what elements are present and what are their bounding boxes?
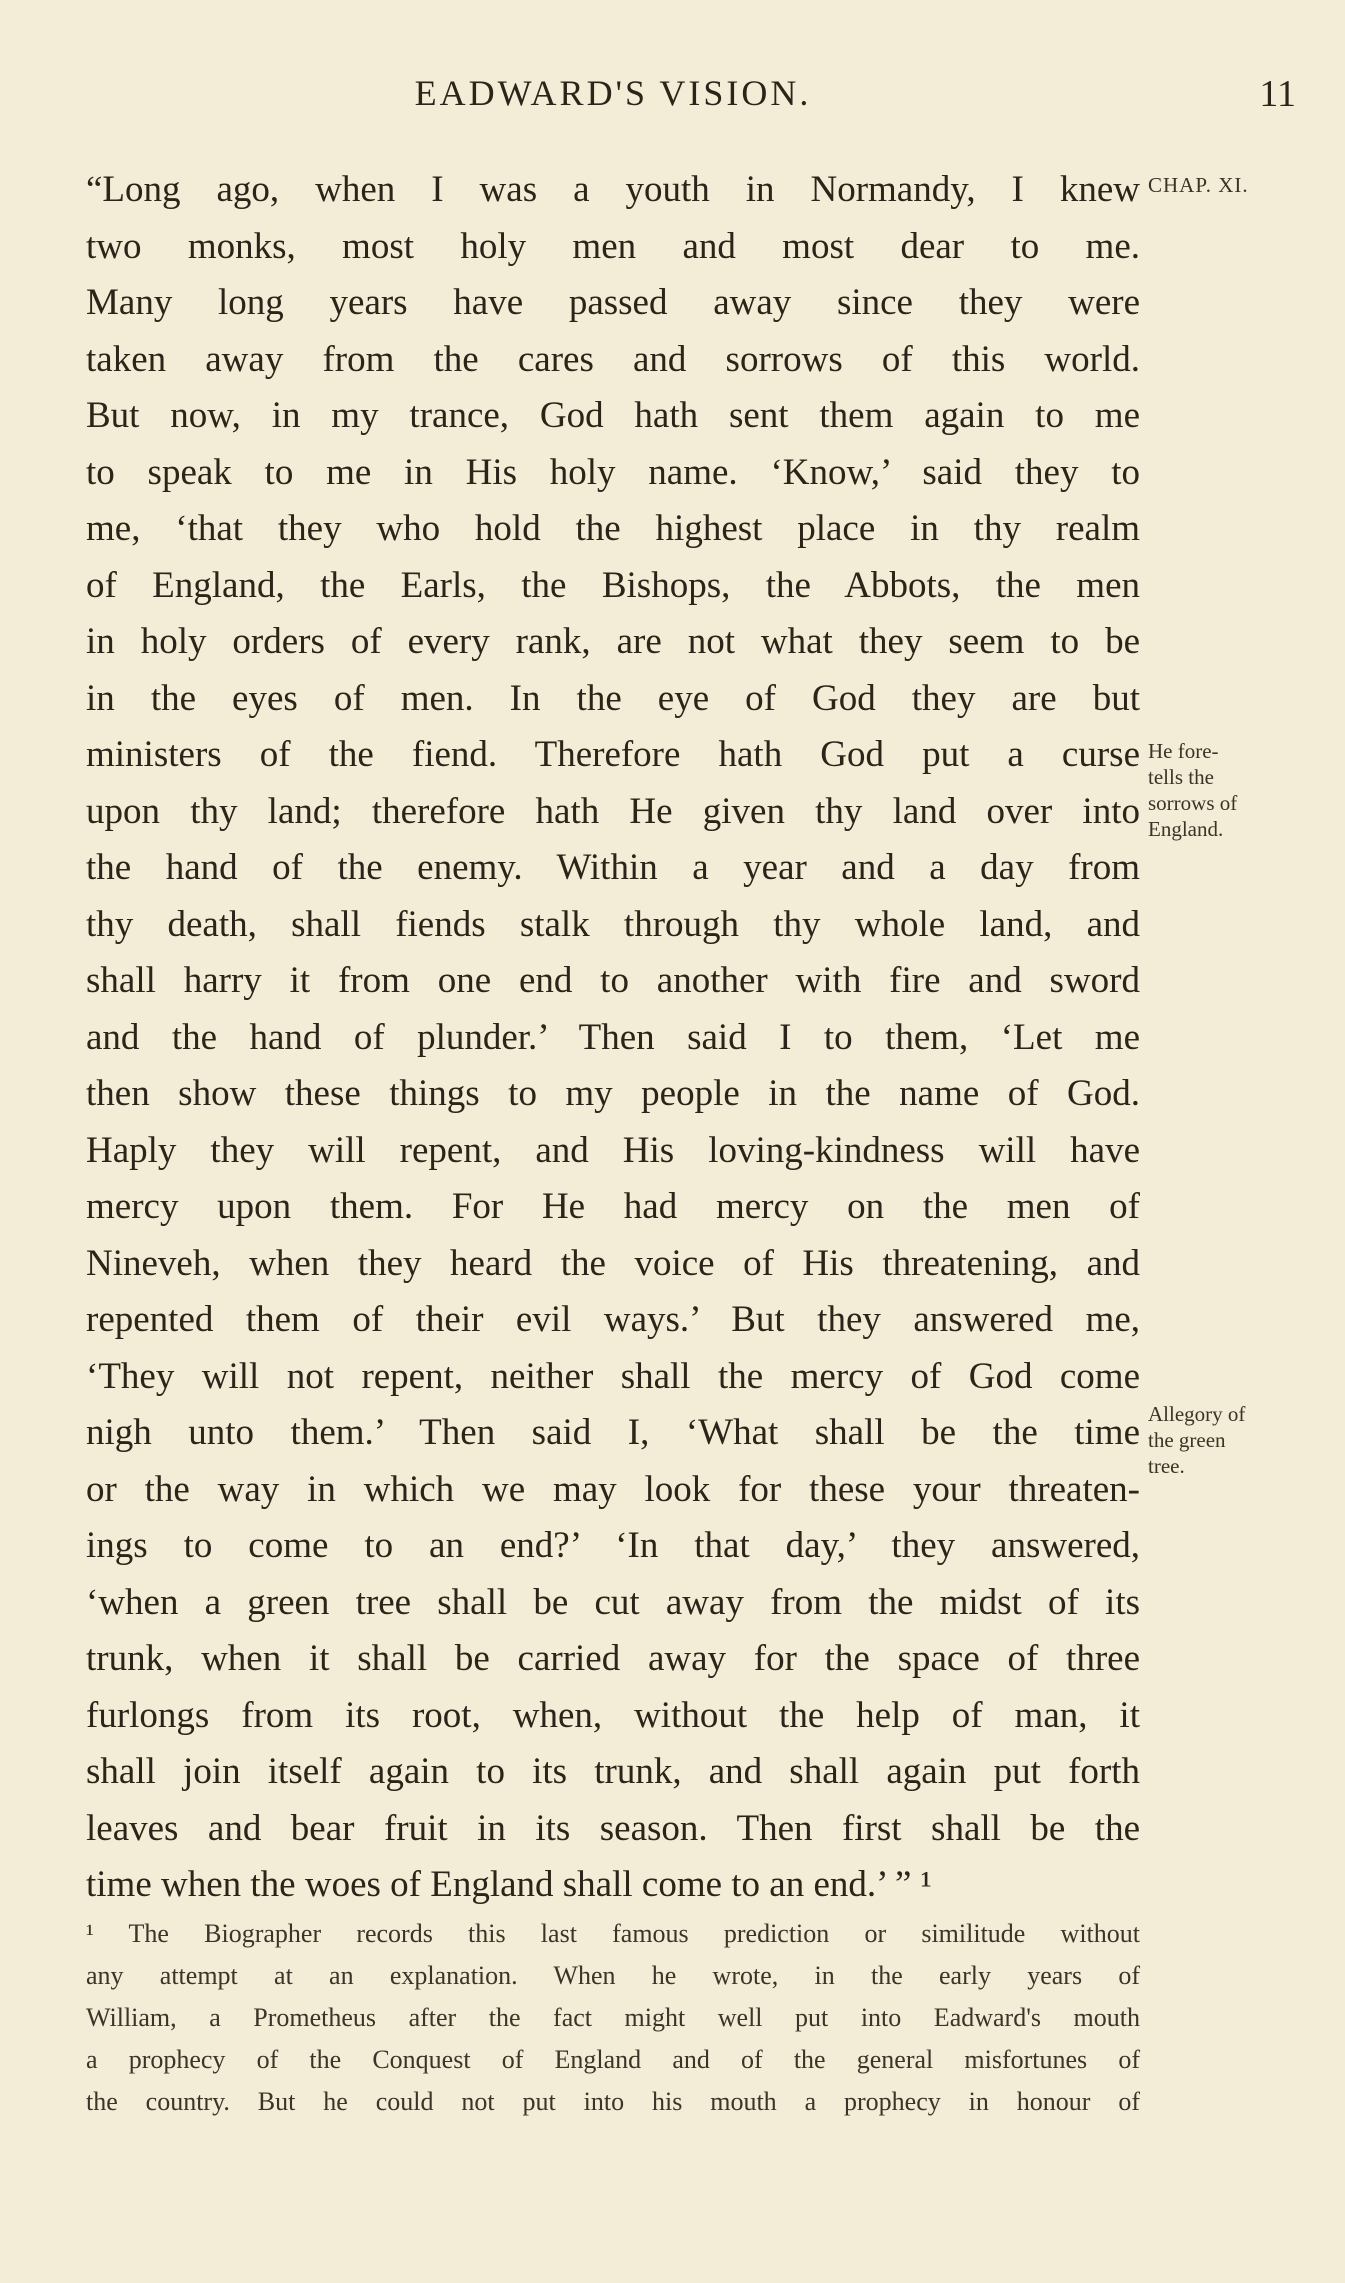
margin-note-line: Allegory of xyxy=(1148,1402,1246,1426)
body-line: the hand of the enemy. Within a year and a day from xyxy=(86,847,1140,888)
body-line: ings to come to an end?’ ‘In that day,’ they answered, xyxy=(86,1525,1140,1566)
body-line: Haply they will repent, and His loving-kindness will have xyxy=(86,1129,1140,1171)
body-line: and the hand of plunder.’ Then said I to them, ‘Let me xyxy=(86,1016,1140,1058)
body-line: trunk, when it shall be carried away for the space of three xyxy=(86,1638,1140,1679)
body-line: shall join itself again to its trunk, and shall again put forth xyxy=(86,1751,1140,1792)
body-line: to speak to me in His holy name. ‘Know,’ said they to xyxy=(86,451,1140,493)
footnote-line: William, a Prometheus after the fact might well put into Eadward's mouth xyxy=(86,2003,1140,2032)
body-line: of England, the Earls, the Bishops, the Abbots, the men xyxy=(86,564,1140,606)
body-line: taken away from the cares and sorrows of this world. xyxy=(86,338,1140,380)
body-text xyxy=(86,162,1140,1914)
margin-note-line: tree. xyxy=(1148,1454,1185,1478)
margin-note-line: sorrows of xyxy=(1148,791,1238,815)
body-line: ‘when a green tree shall be cut away from the midst of its xyxy=(86,1581,1140,1623)
body-line: me, ‘that they who hold the highest place in thy realm xyxy=(86,508,1140,549)
margin-note-line: He fore- xyxy=(1148,739,1219,763)
margin-note-line: tells the xyxy=(1148,765,1214,789)
body-line: repented them of their evil ways.’ But they answered me, xyxy=(86,1299,1140,1340)
body-line: in the eyes of men. In the eye of God they are but xyxy=(86,677,1140,719)
body-line: upon thy land; therefore hath He given thy land over into xyxy=(86,790,1140,832)
body-line: shall harry it from one end to another with fire and sword xyxy=(86,960,1140,1001)
footnote xyxy=(86,1913,1140,2123)
margin-note-foretells xyxy=(1148,738,1338,842)
footnote-line: ¹ The Biographer records this last famous prediction or similitude without xyxy=(86,1919,1140,1948)
margin-note-line: England. xyxy=(1148,817,1224,841)
body-line: or the way in which we may look for these your threaten- xyxy=(86,1468,1140,1510)
body-line: time when the woes of England shall come to an end.’ ” ¹ xyxy=(86,1864,932,1905)
body-line: ‘They will not repent, neither shall the mercy of God come xyxy=(86,1355,1140,1397)
footnote-line: a prophecy of the Conquest of England and of the general misfortunes of xyxy=(86,2045,1140,2074)
page-number: 11 xyxy=(1259,73,1296,115)
body-line: nigh unto them.’ Then said I, ‘What shall be the time xyxy=(86,1412,1140,1453)
body-line: ministers of the fiend. Therefore hath God put a curse xyxy=(86,734,1140,775)
running-title: EADWARD'S VISION. xyxy=(414,73,812,113)
body-line: leaves and bear fruit in its season. Then first shall be the xyxy=(86,1807,1140,1849)
body-line: “Long ago, when I was a youth in Normandy, I knew xyxy=(86,169,1140,210)
body-line: furlongs from its root, when, without the help of man, it xyxy=(86,1694,1140,1736)
body-line: thy death, shall fiends stalk through thy whole land, and xyxy=(86,903,1140,945)
margin-note-allegory xyxy=(1148,1401,1338,1479)
body-line: But now, in my trance, God hath sent them again to me xyxy=(86,395,1140,436)
body-line: Many long years have passed away since they were xyxy=(86,282,1140,323)
footnote-line: any attempt at an explanation. When he wrote, in the early years of xyxy=(86,1961,1140,1990)
footnote-line: the country. But he could not put into his mouth a prophecy in honour of xyxy=(86,2087,1140,2116)
body-line: mercy upon them. For He had mercy on the men of xyxy=(86,1186,1140,1227)
body-line: in holy orders of every rank, are not what they seem to be xyxy=(86,621,1140,662)
margin-note-line: the green xyxy=(1148,1428,1226,1452)
body-line: then show these things to my people in the name of God. xyxy=(86,1073,1140,1114)
chapter-marker: CHAP. XI. xyxy=(1148,173,1249,197)
body-line: Nineveh, when they heard the voice of His threatening, and xyxy=(86,1242,1140,1284)
body-line: two monks, most holy men and most dear to me. xyxy=(86,225,1140,267)
page-header xyxy=(86,72,1296,122)
